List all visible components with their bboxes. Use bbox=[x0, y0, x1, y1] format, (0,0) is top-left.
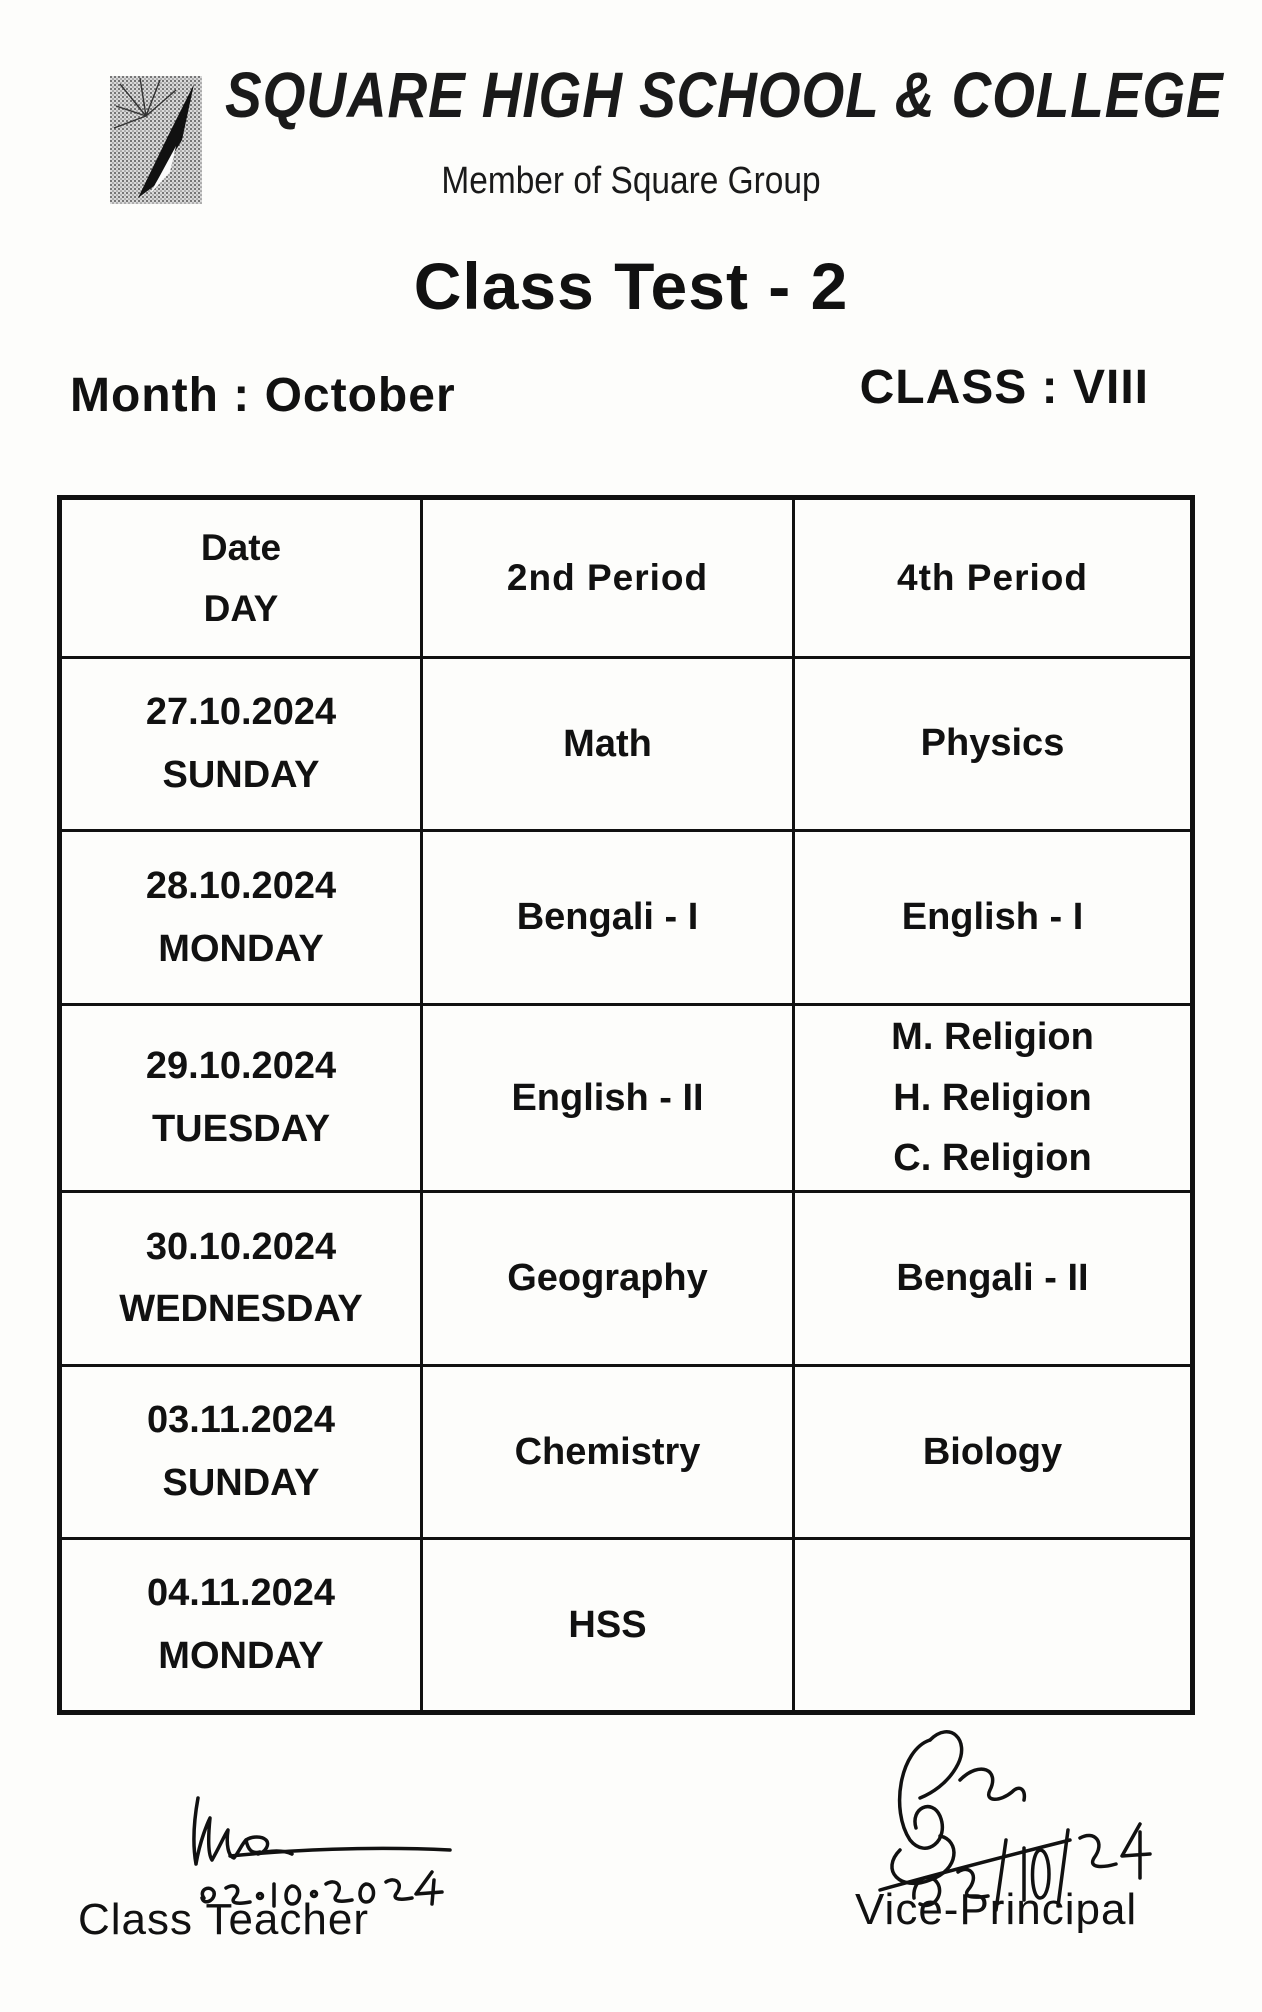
date-cell bbox=[60, 1004, 422, 1191]
period4-cell-empty bbox=[794, 1539, 1193, 1713]
row-day: SUNDAY bbox=[162, 1461, 320, 1504]
period4-subject-muslim-religion: M. Religion bbox=[891, 1015, 1094, 1058]
period4-subject: Physics bbox=[920, 722, 1065, 765]
period4-subject: English - I bbox=[901, 896, 1084, 939]
row-date: 03.11.2024 bbox=[146, 1399, 336, 1442]
school-name: SQUARE HIGH SCHOOL & COLLEGE bbox=[225, 59, 1224, 131]
period2-cell: English - II bbox=[422, 1004, 794, 1191]
header-date: Date bbox=[200, 526, 282, 568]
row-date: 27.10.2024 bbox=[145, 691, 337, 734]
row-date: 30.10.2024 bbox=[145, 1225, 337, 1268]
period4-subject: Biology bbox=[922, 1430, 1063, 1473]
date-cell bbox=[60, 1365, 422, 1539]
period4-subject-christian-religion: C. Religion bbox=[893, 1137, 1092, 1180]
class-teacher-label: Class Teacher bbox=[78, 1895, 369, 1944]
table-header-row bbox=[60, 498, 1193, 658]
period4-subject: Bengali - II bbox=[896, 1256, 1089, 1299]
row-date: 04.11.2024 bbox=[146, 1572, 336, 1615]
row-date: 29.10.2024 bbox=[145, 1045, 337, 1088]
date-cell bbox=[60, 1192, 422, 1366]
row-day: WEDNESDAY bbox=[119, 1288, 363, 1331]
date-cell bbox=[60, 831, 422, 1005]
period2-cell: HSS bbox=[422, 1539, 794, 1713]
period2-cell: Bengali - I bbox=[422, 831, 794, 1005]
period2-cell: Geography bbox=[422, 1192, 794, 1366]
class-label: CLASS : VIII bbox=[859, 361, 1149, 414]
period4-cell bbox=[794, 1365, 1193, 1539]
header-date-day bbox=[60, 498, 422, 658]
period2-cell: Chemistry bbox=[422, 1365, 794, 1539]
header-day: DAY bbox=[203, 587, 279, 629]
row-day: MONDAY bbox=[158, 927, 324, 970]
period4-cell bbox=[794, 1004, 1193, 1191]
member-line: Member of Square Group bbox=[441, 160, 821, 202]
period4-cell bbox=[794, 1192, 1193, 1366]
period4-cell bbox=[794, 831, 1193, 1005]
exam-schedule-table bbox=[57, 495, 1195, 1715]
header-4th-period: 4th Period bbox=[794, 498, 1193, 658]
period4-subject-hindu-religion: H. Religion bbox=[893, 1076, 1092, 1119]
period2-cell: Math bbox=[422, 657, 794, 831]
row-day: SUNDAY bbox=[162, 753, 320, 796]
table-row bbox=[60, 1539, 1193, 1713]
vice-principal-label: Vice-Principal bbox=[855, 1885, 1138, 1934]
row-day: MONDAY bbox=[158, 1635, 324, 1678]
test-title: Class Test - 2 bbox=[413, 249, 849, 323]
table-row bbox=[60, 1192, 1193, 1366]
table-row bbox=[60, 831, 1193, 1005]
table-row bbox=[60, 1365, 1193, 1539]
table-row bbox=[60, 1004, 1193, 1191]
row-date: 28.10.2024 bbox=[145, 864, 337, 907]
period4-cell bbox=[794, 657, 1193, 831]
header-2nd-period: 2nd Period bbox=[422, 498, 794, 658]
table-row bbox=[60, 657, 1193, 831]
row-day: TUESDAY bbox=[151, 1107, 331, 1150]
date-cell bbox=[60, 657, 422, 831]
date-cell bbox=[60, 1539, 422, 1713]
month-label: Month : October bbox=[70, 369, 456, 422]
